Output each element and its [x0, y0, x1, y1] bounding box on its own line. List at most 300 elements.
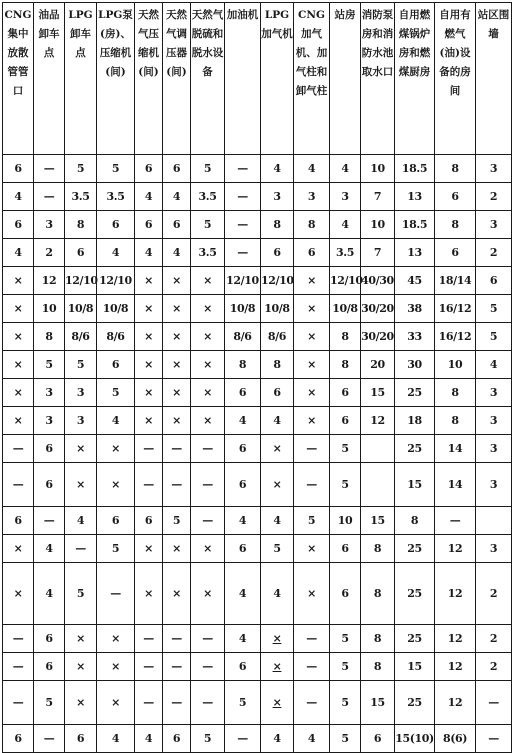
table-cell: —: [34, 183, 65, 211]
table-cell: ×: [65, 653, 97, 681]
table-cell: 8: [330, 351, 361, 379]
column-header: CNG加气机、加气柱和卸气柱: [294, 3, 330, 155]
table-cell: 6: [330, 407, 361, 435]
table-cell: —: [163, 653, 191, 681]
table-cell: 12: [435, 653, 476, 681]
table-row: [3, 725, 512, 753]
table-cell: 15: [395, 463, 435, 507]
table-cell: 3: [476, 155, 512, 183]
table-row: [3, 407, 512, 435]
table-cell: 6: [97, 351, 135, 379]
table-cell: 12: [435, 681, 476, 725]
table-cell: ×: [163, 379, 191, 407]
table-cell: 12: [34, 267, 65, 295]
table-cell: 8/6: [97, 323, 135, 351]
table-row: [3, 323, 512, 351]
table-cell: 3.5: [191, 239, 225, 267]
table-cell: 8: [435, 155, 476, 183]
table-cell: 2: [476, 183, 512, 211]
table-row: [3, 653, 512, 681]
table-cell: 4: [261, 725, 294, 753]
table-cell: ×: [294, 267, 330, 295]
table-cell: 8: [330, 323, 361, 351]
table-cell: 8: [225, 351, 261, 379]
table-cell: —: [34, 155, 65, 183]
table-row: [3, 239, 512, 267]
table-cell: 10/8: [225, 295, 261, 323]
table-cell: ×: [3, 295, 34, 323]
table-cell: ×: [97, 681, 135, 725]
table-cell: 6: [225, 463, 261, 507]
table-cell: 6: [3, 155, 34, 183]
table-cell: —: [3, 435, 34, 463]
table-cell: 14: [435, 463, 476, 507]
table-cell: —: [191, 463, 225, 507]
table-cell: 6: [261, 239, 294, 267]
table-cell: 6: [435, 239, 476, 267]
table-cell: 8: [435, 407, 476, 435]
table-cell: 6: [294, 239, 330, 267]
table-cell: —: [294, 681, 330, 725]
table-row: [3, 625, 512, 653]
table-cell: ×: [294, 563, 330, 625]
table-cell: —: [97, 563, 135, 625]
table-cell: 4: [135, 725, 163, 753]
table-cell: 3: [476, 463, 512, 507]
table-cell: 18: [395, 407, 435, 435]
table-cell: 12/10: [261, 267, 294, 295]
spacing-table: [2, 2, 512, 753]
table-cell: ×: [163, 323, 191, 351]
table-cell: 6: [261, 379, 294, 407]
table-cell: 4: [225, 407, 261, 435]
table-cell: 15: [395, 653, 435, 681]
table-cell: ×: [135, 563, 163, 625]
table-cell: 12: [435, 625, 476, 653]
table-cell: 30: [395, 351, 435, 379]
table-cell: 10/8: [97, 295, 135, 323]
column-header: LPG加气机: [261, 3, 294, 155]
table-cell: 6: [135, 155, 163, 183]
table-cell: —: [135, 653, 163, 681]
table-cell: 14: [435, 435, 476, 463]
table-cell: 12/10: [225, 267, 261, 295]
table-cell: 5: [225, 681, 261, 725]
table-cell: ×: [97, 435, 135, 463]
table-cell: [476, 507, 512, 535]
table-cell: 5: [261, 535, 294, 563]
table-cell: 5: [191, 725, 225, 753]
table-cell: 3.5: [97, 183, 135, 211]
table-cell: 6: [97, 507, 135, 535]
table-cell: ×: [191, 267, 225, 295]
table-cell: ×: [3, 379, 34, 407]
table-cell: ×: [135, 407, 163, 435]
table-cell: 3: [476, 407, 512, 435]
table-row: [3, 563, 512, 625]
table-cell: —: [135, 681, 163, 725]
table-cell: 3: [65, 407, 97, 435]
table-cell: 4: [330, 211, 361, 239]
table-row: [3, 267, 512, 295]
table-cell: ×: [65, 463, 97, 507]
table-cell: 6: [3, 725, 34, 753]
table-cell: —: [191, 507, 225, 535]
table-cell: 2: [34, 239, 65, 267]
table-cell: 10: [361, 211, 395, 239]
table-cell: ×: [191, 563, 225, 625]
table-cell: ×: [3, 563, 34, 625]
table-cell: 6: [163, 725, 191, 753]
table-cell: 4: [294, 725, 330, 753]
table-cell: —: [225, 183, 261, 211]
table-cell: 5: [65, 351, 97, 379]
table-cell: 25: [395, 625, 435, 653]
table-cell: ×: [294, 535, 330, 563]
table-cell: —: [163, 681, 191, 725]
column-header: CNG集中放散管管口: [3, 3, 34, 155]
table-cell: 5: [330, 625, 361, 653]
header-row: [3, 3, 512, 155]
table-cell: 25: [395, 535, 435, 563]
table-cell: —: [294, 463, 330, 507]
table-cell: 6: [163, 155, 191, 183]
table-cell: —: [3, 625, 34, 653]
table-cell: —: [476, 681, 512, 725]
table-cell: 8: [65, 211, 97, 239]
table-cell: 5: [97, 535, 135, 563]
table-cell: 8/6: [261, 323, 294, 351]
table-cell: 7: [361, 183, 395, 211]
table-cell: 5: [191, 155, 225, 183]
table-cell: 6: [225, 379, 261, 407]
table-cell: 5: [330, 725, 361, 753]
table-cell: 6: [34, 463, 65, 507]
table-cell: 6: [3, 211, 34, 239]
table-cell: ×: [191, 323, 225, 351]
table-cell: 5: [330, 681, 361, 725]
table-cell: 4: [135, 183, 163, 211]
table-cell: 3: [34, 379, 65, 407]
table-cell: 4: [294, 155, 330, 183]
table-cell: 3: [65, 379, 97, 407]
table-cell: —: [65, 535, 97, 563]
table-cell: ×: [163, 351, 191, 379]
table-cell: 4: [261, 563, 294, 625]
table-row: [3, 295, 512, 323]
table-cell: —: [294, 435, 330, 463]
table-cell: 4: [330, 155, 361, 183]
table-cell: 6: [34, 435, 65, 463]
table-cell: 15: [361, 681, 395, 725]
table-cell: 12/10: [330, 267, 361, 295]
table-cell: —: [294, 653, 330, 681]
table-cell: 4: [97, 725, 135, 753]
table-cell: ×: [261, 463, 294, 507]
column-header: 自用有燃气(油)设备的房间: [435, 3, 476, 155]
table-cell: 6: [330, 379, 361, 407]
table-cell: 12/10: [65, 267, 97, 295]
table-cell: ×: [3, 267, 34, 295]
table-cell: 6: [34, 625, 65, 653]
table-cell: 8: [294, 211, 330, 239]
table-cell: 3: [34, 407, 65, 435]
table-cell: 6: [476, 267, 512, 295]
table-cell: ×: [163, 535, 191, 563]
table-cell: 4: [3, 239, 34, 267]
table-cell: 8: [361, 625, 395, 653]
table-cell: 4: [225, 625, 261, 653]
table-cell: ×: [163, 563, 191, 625]
table-cell: ×: [3, 351, 34, 379]
table-cell: ×: [294, 379, 330, 407]
column-header: 站区围墙: [476, 3, 512, 155]
table-cell: —: [225, 725, 261, 753]
table-cell: 10: [435, 351, 476, 379]
table-cell: 6: [225, 653, 261, 681]
table-cell: 5: [330, 653, 361, 681]
table-cell: ×: [135, 535, 163, 563]
column-header: 站房: [330, 3, 361, 155]
table-cell: 8/6: [225, 323, 261, 351]
table-cell: 7: [361, 239, 395, 267]
column-header: 加油机: [225, 3, 261, 155]
table-cell: 15: [361, 379, 395, 407]
table-cell: [361, 463, 395, 507]
table-row: [3, 379, 512, 407]
table-cell: 6: [135, 211, 163, 239]
table-cell: 2: [476, 625, 512, 653]
table-cell: ×: [163, 295, 191, 323]
column-header: LPG泵(房)、压缩机(间): [97, 3, 135, 155]
table-cell: 4: [163, 239, 191, 267]
table-row: [3, 155, 512, 183]
table-cell: ×: [191, 379, 225, 407]
table-cell: 5: [191, 211, 225, 239]
table-cell: 8(6): [435, 725, 476, 753]
table-cell: —: [3, 463, 34, 507]
table-cell: 13: [395, 239, 435, 267]
table-cell: ×: [65, 625, 97, 653]
table-cell: ×: [163, 407, 191, 435]
table-cell: 8: [361, 535, 395, 563]
table-cell: 30/20: [361, 295, 395, 323]
table-cell: 4: [261, 155, 294, 183]
table-cell: 18.5: [395, 211, 435, 239]
table-cell: 45: [395, 267, 435, 295]
table-cell: 5: [34, 351, 65, 379]
table-cell: 5: [294, 507, 330, 535]
table-cell: 8/6: [65, 323, 97, 351]
column-header: 天然气压缩机(间): [135, 3, 163, 155]
table-cell: —: [135, 435, 163, 463]
table-row: [3, 435, 512, 463]
table-cell: ×: [3, 323, 34, 351]
table-cell: 6: [225, 535, 261, 563]
table-cell: 4: [225, 563, 261, 625]
table-cell: 12: [435, 535, 476, 563]
table-cell: 4: [65, 507, 97, 535]
table-cell: 3: [294, 183, 330, 211]
table-cell: 3: [476, 535, 512, 563]
table-cell: ×: [97, 653, 135, 681]
table-cell: —: [163, 463, 191, 507]
table-cell: 6: [330, 563, 361, 625]
table-cell: 12/10: [97, 267, 135, 295]
table-cell: ×: [261, 435, 294, 463]
table-cell: —: [191, 625, 225, 653]
table-cell: 18.5: [395, 155, 435, 183]
column-header: 油品卸车点: [34, 3, 65, 155]
table-cell: ×: [135, 295, 163, 323]
table-cell: 5: [476, 295, 512, 323]
table-cell: 6: [330, 535, 361, 563]
column-header: 消防泵房和消防水池取水口: [361, 3, 395, 155]
table-cell: ×: [3, 535, 34, 563]
table-cell: —: [476, 725, 512, 753]
table-cell: 16/12: [435, 295, 476, 323]
table-cell: 4: [135, 239, 163, 267]
table-cell: —: [3, 653, 34, 681]
table-cell: 6: [361, 725, 395, 753]
table-cell: [361, 435, 395, 463]
table-cell: 12: [435, 563, 476, 625]
table-cell: 25: [395, 379, 435, 407]
column-header: 天然气脱硫和脱水设备: [191, 3, 225, 155]
table-cell: 5: [65, 155, 97, 183]
table-cell: ×: [65, 681, 97, 725]
table-cell: ×: [135, 379, 163, 407]
table-cell: 8: [261, 351, 294, 379]
table-cell: 3.5: [330, 239, 361, 267]
table-cell: 15(10): [395, 725, 435, 753]
table-cell: 38: [395, 295, 435, 323]
table-cell: —: [34, 725, 65, 753]
table-cell: 6: [65, 239, 97, 267]
table-cell: 3: [476, 211, 512, 239]
table-cell: ×: [135, 351, 163, 379]
table-cell: ×: [135, 267, 163, 295]
table-cell: ×: [191, 295, 225, 323]
table-cell: 10/8: [330, 295, 361, 323]
table-cell: —: [191, 653, 225, 681]
table-cell: 12: [361, 407, 395, 435]
table-cell: —: [294, 625, 330, 653]
table-cell: 4: [34, 563, 65, 625]
table-cell: 4: [3, 183, 34, 211]
table-cell: 6: [97, 211, 135, 239]
column-header: 自用燃煤锅炉房和燃煤厨房: [395, 3, 435, 155]
table-cell: 6: [3, 507, 34, 535]
table-cell: 4: [97, 407, 135, 435]
table-cell: 6: [135, 507, 163, 535]
table-cell: 15: [361, 507, 395, 535]
table-cell: 4: [261, 507, 294, 535]
table-row: [3, 183, 512, 211]
table-cell: ×: [294, 351, 330, 379]
table-cell: 4: [34, 535, 65, 563]
table-cell: 10/8: [65, 295, 97, 323]
table-cell: —: [191, 681, 225, 725]
table-cell: ×: [97, 625, 135, 653]
table-row: [3, 463, 512, 507]
column-header: 天然气调压器(间): [163, 3, 191, 155]
table-cell: 16/12: [435, 323, 476, 351]
table-cell: —: [225, 211, 261, 239]
table-cell: 25: [395, 681, 435, 725]
table-cell: 5: [163, 507, 191, 535]
table-cell: 3: [476, 379, 512, 407]
table-cell: 6: [435, 183, 476, 211]
table-cell: 25: [395, 563, 435, 625]
table-cell: 18/14: [435, 267, 476, 295]
table-cell: ×: [163, 267, 191, 295]
table-cell: ×: [261, 625, 294, 653]
table-cell: 3: [476, 435, 512, 463]
table-cell: 6: [225, 435, 261, 463]
table-cell: ×: [191, 351, 225, 379]
table-cell: ×: [261, 681, 294, 725]
table-cell: ×: [135, 323, 163, 351]
table-cell: ×: [191, 535, 225, 563]
table-cell: 5: [476, 323, 512, 351]
table-cell: 8: [261, 211, 294, 239]
table-row: [3, 535, 512, 563]
table-cell: 4: [97, 239, 135, 267]
table-cell: 33: [395, 323, 435, 351]
table-cell: —: [135, 625, 163, 653]
table-cell: 40/30: [361, 267, 395, 295]
table-cell: —: [163, 435, 191, 463]
table-cell: —: [135, 463, 163, 507]
table-cell: ×: [97, 463, 135, 507]
table-cell: 10/8: [261, 295, 294, 323]
table-cell: 4: [261, 407, 294, 435]
table-row: [3, 211, 512, 239]
table-cell: ×: [294, 295, 330, 323]
table-cell: 25: [395, 435, 435, 463]
table-cell: —: [225, 155, 261, 183]
table-cell: 20: [361, 351, 395, 379]
table-cell: 10: [361, 155, 395, 183]
table-cell: 2: [476, 653, 512, 681]
table-cell: 4: [163, 183, 191, 211]
table-cell: 8: [361, 563, 395, 625]
table-cell: 6: [163, 211, 191, 239]
table-row: [3, 351, 512, 379]
table-cell: 5: [97, 379, 135, 407]
table-cell: 8: [435, 379, 476, 407]
table-cell: 8: [34, 323, 65, 351]
table-cell: 5: [330, 435, 361, 463]
table-cell: 10: [34, 295, 65, 323]
table-cell: 3: [34, 211, 65, 239]
table-cell: 8: [361, 653, 395, 681]
table-row: [3, 507, 512, 535]
table-cell: 3: [261, 183, 294, 211]
table-cell: 5: [97, 155, 135, 183]
table-cell: 2: [476, 239, 512, 267]
table-cell: 2: [476, 563, 512, 625]
table-cell: 10: [330, 507, 361, 535]
table-cell: 6: [34, 653, 65, 681]
table-cell: 8: [435, 211, 476, 239]
table-cell: —: [3, 681, 34, 725]
table-cell: 6: [65, 725, 97, 753]
table-cell: 5: [65, 563, 97, 625]
table-cell: —: [191, 435, 225, 463]
table-cell: 4: [476, 351, 512, 379]
